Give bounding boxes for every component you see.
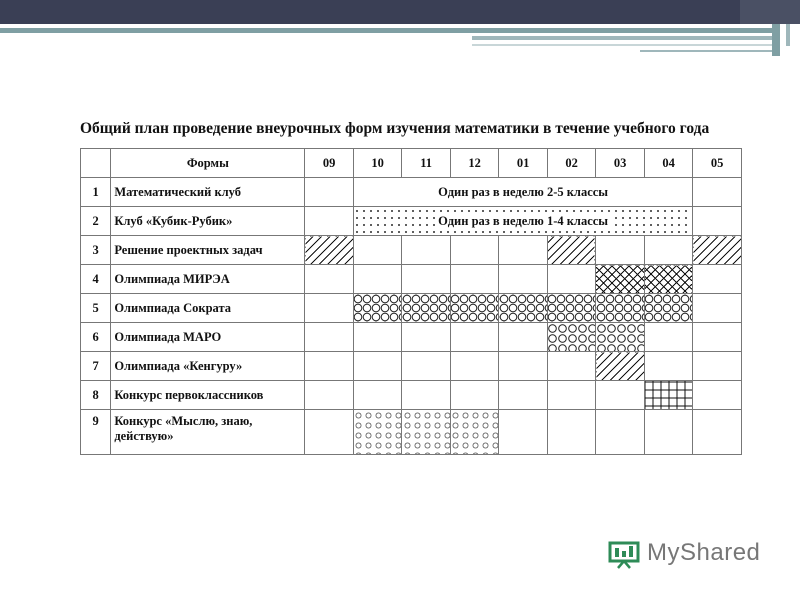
row-num: 5	[81, 294, 111, 323]
month-cell-filled	[547, 323, 596, 352]
schedule-span	[353, 207, 693, 236]
month-cell-filled	[596, 323, 645, 352]
table-row	[81, 207, 742, 236]
month-cell	[450, 265, 499, 294]
row-form: Конкурс первоклассников	[111, 381, 305, 410]
table-row	[81, 236, 742, 265]
row-num: 9	[81, 410, 111, 455]
header-month: 05	[693, 149, 742, 178]
month-cell	[402, 265, 451, 294]
month-cell	[644, 236, 693, 265]
month-cell	[693, 294, 742, 323]
month-cell	[305, 207, 354, 236]
header-month: 12	[450, 149, 499, 178]
table-row	[81, 352, 742, 381]
presentation-board-icon	[607, 537, 641, 569]
month-cell-filled	[499, 294, 548, 323]
page-title: Общий план проведение внеурочных форм изучения математики в течение учебного года	[80, 120, 710, 137]
row-form: Клуб «Кубик-Рубик»	[111, 207, 305, 236]
month-cell-filled	[305, 236, 354, 265]
row-form: Олимпиада Сократа	[111, 294, 305, 323]
month-cell-filled	[596, 265, 645, 294]
month-cell	[305, 265, 354, 294]
table-row	[81, 410, 742, 455]
schedule-note: Один раз в неделю 1-4 классы	[438, 213, 609, 228]
row-form: Олимпиада МИРЭА	[111, 265, 305, 294]
month-cell	[693, 381, 742, 410]
row-num: 6	[81, 323, 111, 352]
header-month: 01	[499, 149, 548, 178]
month-cell	[693, 352, 742, 381]
month-cell	[499, 410, 548, 455]
month-cell	[402, 381, 451, 410]
month-cell	[644, 352, 693, 381]
row-form: Олимпиада «Кенгуру»	[111, 352, 305, 381]
row-num: 8	[81, 381, 111, 410]
month-cell	[450, 352, 499, 381]
month-cell-filled	[644, 265, 693, 294]
month-cell	[596, 410, 645, 455]
plan-table	[80, 148, 742, 455]
header-num	[81, 149, 111, 178]
month-cell	[353, 265, 402, 294]
month-cell	[402, 236, 451, 265]
month-cell	[547, 352, 596, 381]
myshared-logo[interactable]	[607, 537, 760, 569]
month-cell-filled	[644, 294, 693, 323]
month-cell	[305, 381, 354, 410]
month-cell-filled	[547, 236, 596, 265]
month-cell	[644, 410, 693, 455]
row-form: Математический клуб	[111, 178, 305, 207]
month-cell	[547, 265, 596, 294]
month-cell	[353, 236, 402, 265]
month-cell	[693, 323, 742, 352]
month-cell	[499, 352, 548, 381]
logo-text: MyShared	[647, 539, 761, 566]
month-cell	[402, 352, 451, 381]
accent-line	[640, 50, 780, 52]
month-cell	[693, 265, 742, 294]
row-num: 4	[81, 265, 111, 294]
month-cell	[402, 323, 451, 352]
month-cell	[353, 381, 402, 410]
month-cell-filled	[450, 294, 499, 323]
month-cell	[305, 352, 354, 381]
month-cell	[499, 323, 548, 352]
schedule-note: Один раз в неделю 2-5 классы	[438, 184, 609, 199]
month-cell	[693, 207, 742, 236]
month-cell	[450, 381, 499, 410]
schedule-span	[353, 178, 693, 207]
table-header-row	[81, 149, 742, 178]
header-month: 11	[402, 149, 451, 178]
month-cell	[499, 381, 548, 410]
header-form: Формы	[111, 149, 305, 178]
row-form: Решение проектных задач	[111, 236, 305, 265]
header-month: 09	[305, 149, 354, 178]
month-cell	[499, 265, 548, 294]
month-cell-filled	[353, 410, 402, 455]
row-form: Олимпиада МАРО	[111, 323, 305, 352]
header-month: 10	[353, 149, 402, 178]
header-month: 03	[596, 149, 645, 178]
month-cell	[596, 236, 645, 265]
row-num: 1	[81, 178, 111, 207]
table-row	[81, 381, 742, 410]
header-month: 02	[547, 149, 596, 178]
month-cell	[353, 352, 402, 381]
month-cell	[596, 381, 645, 410]
accent-line	[472, 36, 780, 40]
month-cell-filled	[596, 294, 645, 323]
month-cell	[693, 178, 742, 207]
table-row	[81, 178, 742, 207]
row-form: Конкурс «Мыслю, знаю, действую»	[111, 410, 305, 455]
month-cell	[450, 323, 499, 352]
table-row	[81, 294, 742, 323]
month-cell-filled	[402, 410, 451, 455]
month-cell	[499, 236, 548, 265]
month-cell	[547, 410, 596, 455]
top-bar	[0, 0, 800, 24]
header-month: 04	[644, 149, 693, 178]
top-bar-accent	[740, 0, 800, 24]
accent-line	[786, 24, 790, 46]
month-cell-filled	[693, 236, 742, 265]
month-cell-filled	[596, 352, 645, 381]
month-cell	[305, 410, 354, 455]
row-num: 2	[81, 207, 111, 236]
month-cell	[450, 236, 499, 265]
table-row	[81, 323, 742, 352]
month-cell-filled	[402, 294, 451, 323]
table-row	[81, 265, 742, 294]
month-cell-filled	[353, 294, 402, 323]
month-cell-filled	[450, 410, 499, 455]
accent-line	[772, 24, 780, 56]
month-cell	[353, 323, 402, 352]
month-cell	[305, 294, 354, 323]
month-cell	[693, 410, 742, 455]
accent-line	[472, 44, 780, 46]
month-cell	[547, 381, 596, 410]
month-cell	[644, 323, 693, 352]
row-num: 3	[81, 236, 111, 265]
month-cell	[305, 178, 354, 207]
month-cell	[305, 323, 354, 352]
month-cell-filled	[644, 381, 693, 410]
month-cell-filled	[547, 294, 596, 323]
row-num: 7	[81, 352, 111, 381]
accent-line	[0, 28, 780, 33]
